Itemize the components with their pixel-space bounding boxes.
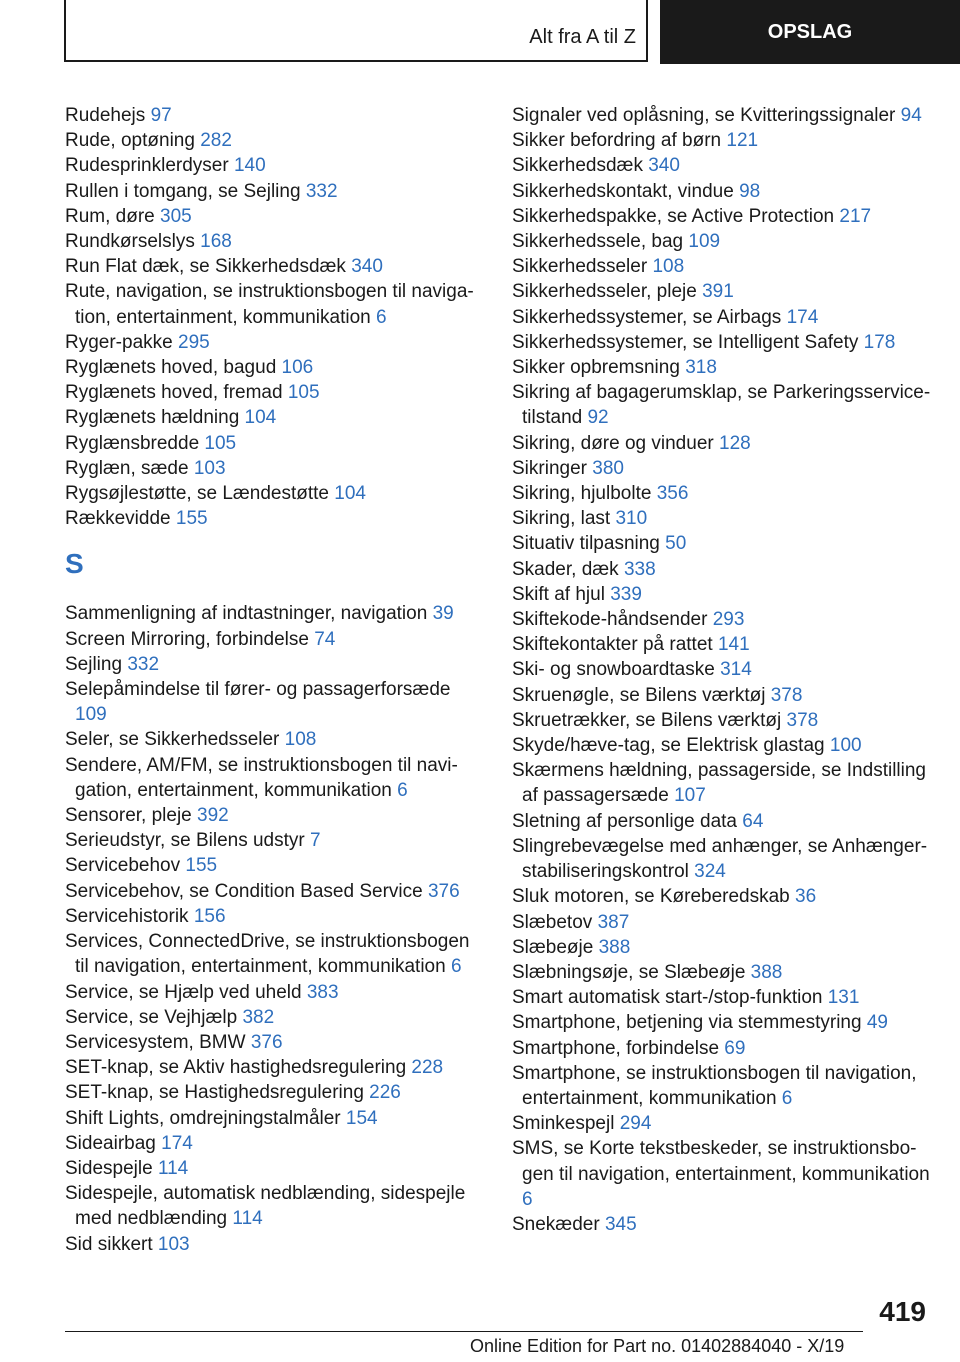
index-entry <box>512 355 932 380</box>
index-entry-term: Sidespejle, automatisk nedblænding, sidespejle med nedblænding <box>65 1183 466 1230</box>
index-entry-page-link[interactable]: 92 <box>587 407 609 429</box>
index-entry-term: Sikkerhedssystemer, se Airbags <box>512 306 782 328</box>
index-entry-term: Sminkespejl <box>512 1113 615 1135</box>
index-entry-page-link[interactable]: 36 <box>795 886 817 908</box>
index-entry <box>512 431 932 456</box>
index-entry-page-link[interactable]: 338 <box>623 558 656 580</box>
index-entry <box>512 607 932 632</box>
index-entry-term: Sikring, døre og vinduer <box>512 432 714 454</box>
index-entry-page-link[interactable]: 376 <box>250 1031 283 1053</box>
index-entry <box>65 431 485 456</box>
index-entry-page-link[interactable]: 94 <box>900 105 922 126</box>
index-entry <box>512 103 932 128</box>
index-entry <box>512 834 932 884</box>
index-entry-page-link[interactable]: 324 <box>694 861 726 883</box>
index-entry <box>512 1061 932 1111</box>
index-entry-page-link[interactable]: 107 <box>674 785 706 807</box>
index-entry-term: SET-knap, se Hastighedsregulering <box>65 1082 364 1104</box>
index-entry-page-link[interactable]: 174 <box>786 306 819 328</box>
index-entry-term: Ryglænsbredde <box>65 432 200 454</box>
index-entry <box>512 380 932 430</box>
index-entry-term: Skift af hjul <box>512 583 605 605</box>
index-entry-term: Ryglænets hoved, fremad <box>65 382 283 404</box>
index-entry-page-link[interactable]: 6 <box>376 306 387 328</box>
index-entry <box>65 456 485 481</box>
index-entry <box>65 229 485 254</box>
index-entry-term: Sendere, AM/FM, se instruktionsbogen til navigation, entertainment, kommunikation <box>65 754 458 801</box>
index-entry <box>512 128 932 153</box>
index-entry <box>65 1055 485 1080</box>
index-entry-term: Run Flat dæk, se Sikkerhedsdæk <box>65 256 346 278</box>
header-section-title: Alt fra A til Z <box>529 26 636 48</box>
index-entry-term: Sletning af personlige data <box>512 810 737 832</box>
index-entry-term: Sikkerhedsseler <box>512 256 648 278</box>
index-entry-page-link[interactable]: 339 <box>610 583 642 605</box>
index-entry <box>65 1106 485 1131</box>
index-entry-term: Sejling <box>65 653 123 675</box>
index-entry-term: Rude, optøning <box>65 130 195 152</box>
index-entry-page-link[interactable]: 318 <box>685 357 717 379</box>
index-entry <box>512 204 932 229</box>
index-entry-term: Sikkerhedssystemer, se Intelligent Safety <box>512 331 859 353</box>
section-letter: S <box>65 548 84 580</box>
index-entry-term: Seler, se Sikkerhedsseler <box>65 729 280 751</box>
index-entry <box>512 279 932 304</box>
index-entry <box>65 803 485 828</box>
index-entry-page-link[interactable]: 340 <box>351 256 383 278</box>
index-entry-term: Sikker opbremsning <box>512 357 680 379</box>
index-entry-term: Sikkerhedsdæk <box>512 155 643 177</box>
index-entry <box>65 1080 485 1105</box>
index-entry <box>512 910 932 935</box>
index-entry-page-link[interactable]: 382 <box>242 1006 275 1028</box>
index-entry-page-link[interactable]: 378 <box>786 709 819 731</box>
index-entry <box>512 305 932 330</box>
index-entry <box>512 557 932 582</box>
index-entry-term: Smart automatisk start-/stop-funktion <box>512 987 823 1009</box>
index-entry-page-link[interactable]: 6 <box>781 1087 793 1109</box>
index-entry <box>512 657 932 682</box>
index-entry-term: Sikkerhedskontakt, vindue <box>512 180 734 202</box>
index-entry <box>512 1010 932 1035</box>
index-entry <box>65 727 485 752</box>
index-entry-term: Rundkørselslys <box>65 231 195 253</box>
index-entry-page-link[interactable]: 108 <box>284 729 317 751</box>
index-entry-term: Sikkerhedsseler, pleje <box>512 281 697 303</box>
index-entry-page-link[interactable]: 178 <box>863 331 896 353</box>
index-entry-term: Rudesprinklerdyser <box>65 155 229 177</box>
index-entry-page-link[interactable]: 310 <box>615 508 648 530</box>
index-entry-page-link[interactable]: 6 <box>397 779 408 801</box>
index-entry <box>65 1005 485 1030</box>
index-entry-page-link[interactable]: 154 <box>345 1107 378 1129</box>
index-entry-page-link[interactable]: 39 <box>432 603 454 625</box>
index-entry-term: Situativ tilpasning <box>512 533 660 555</box>
index-entry <box>512 683 932 708</box>
index-entry-page-link[interactable]: 103 <box>157 1233 190 1255</box>
index-entry-page-link[interactable]: 388 <box>598 936 631 958</box>
index-entry <box>512 758 932 808</box>
index-entry <box>65 980 485 1005</box>
index-entry-term: Ski- og snowboardtaske <box>512 659 715 681</box>
index-entry-term: Sikring af bagagerumsklap, se Parkeringsservicetilstand <box>512 382 931 429</box>
index-entry-term: Sid sikkert <box>65 1233 153 1255</box>
index-entry-page-link[interactable]: 156 <box>193 905 226 927</box>
index-entry-term: Skiftekode-håndsender <box>512 609 708 631</box>
index-entry-page-link[interactable]: 103 <box>193 457 226 479</box>
index-entry-page-link[interactable]: 98 <box>739 180 761 202</box>
index-entry-term: Shift Lights, omdrejningstalmåler <box>65 1107 341 1129</box>
index-entry-term: Servicebehov <box>65 855 181 877</box>
index-entry-term: Service, se Vejhjælp <box>65 1006 238 1028</box>
index-entry-page-link[interactable]: 121 <box>726 130 759 152</box>
index-list-s <box>65 601 485 1256</box>
index-entry <box>65 128 485 153</box>
index-entry-term: Skruenøgle, se Bilens værktøj <box>512 684 766 706</box>
index-entry-page-link[interactable]: 392 <box>197 805 229 827</box>
index-entry-term: Rute, navigation, se instruktionsbogen til navigation, entertainment, kommunikation <box>65 281 474 328</box>
index-entry <box>512 1136 932 1212</box>
index-entry-term: Sikkerhedspakke, se Active Protection <box>512 205 835 227</box>
index-entry-term: Slæbeøje <box>512 936 594 958</box>
index-entry <box>512 506 932 531</box>
index-entry <box>65 103 485 128</box>
index-entry-term: Skærmens hældning, passagerside, se Indstilling af passagersæde <box>512 760 926 807</box>
index-entry-page-link[interactable]: 74 <box>314 628 336 650</box>
index-entry-page-link[interactable]: 141 <box>717 634 750 656</box>
footer-edition <box>470 1336 844 1357</box>
index-entry-term: Ryglænets hældning <box>65 407 240 429</box>
index-entry-term: Selepåmindelse til fører- og passagerforsæde <box>65 679 451 701</box>
index-entry-page-link[interactable]: 380 <box>592 457 624 479</box>
index-entry-page-link[interactable]: 356 <box>656 483 689 505</box>
index-entry <box>65 1181 485 1231</box>
index-entry-page-link[interactable]: 314 <box>720 659 752 681</box>
index-entry-term: Sikkerhedssele, bag <box>512 231 684 253</box>
index-entry <box>512 985 932 1010</box>
index-entry-page-link[interactable]: 140 <box>233 155 266 177</box>
index-entry <box>65 627 485 652</box>
index-entry <box>512 733 932 758</box>
index-entry-term: Services, ConnectedDrive, se instruktionsbogen til navigation, entertainment, kommunikation <box>65 931 470 978</box>
index-entry-term: Sikker befordring af børn <box>512 130 722 152</box>
index-entry-page-link[interactable]: 294 <box>619 1113 652 1135</box>
index-entry <box>65 153 485 178</box>
index-entry-page-link[interactable]: 228 <box>411 1057 444 1079</box>
index-entry <box>65 380 485 405</box>
index-entry-page-link[interactable]: 105 <box>204 432 237 454</box>
index-entry <box>65 254 485 279</box>
index-entry <box>512 456 932 481</box>
index-entry-term: Serieudstyr, se Bilens udstyr <box>65 830 305 852</box>
index-entry-page-link[interactable]: 155 <box>185 855 218 877</box>
index-entry-page-link[interactable]: 106 <box>281 357 314 379</box>
index-entry-page-link[interactable]: 97 <box>150 105 172 126</box>
index-entry <box>65 355 485 380</box>
index-entry-term: Rudehejs <box>65 105 146 126</box>
index-entry-page-link[interactable]: 345 <box>604 1213 637 1235</box>
index-entry <box>65 330 485 355</box>
index-entry-term: Ryger-pakke <box>65 331 173 353</box>
index-entry-page-link[interactable]: 305 <box>160 205 192 227</box>
index-entry-term: Sensorer, pleje <box>65 805 192 827</box>
index-entry <box>65 853 485 878</box>
index-entry-page-link[interactable]: 6 <box>522 1188 533 1210</box>
index-entry-term: Slæbningsøje, se Slæbeøje <box>512 961 746 983</box>
index-entry-term: Sluk motoren, se Køreberedskab <box>512 886 790 908</box>
index-entry-term: Servicehistorik <box>65 905 189 927</box>
index-entry-term: Sikring, last <box>512 508 611 530</box>
index-list-r <box>65 103 485 531</box>
index-entry-term: Slingrebevægelse med anhænger, se Anhænger-stabiliseringskontrol <box>512 835 928 883</box>
index-entry-page-link[interactable]: 332 <box>127 653 160 675</box>
index-entry-term: Skader, dæk <box>512 558 619 580</box>
index-entry-page-link[interactable]: 64 <box>742 810 764 832</box>
footer-divider <box>65 1331 863 1332</box>
index-entry <box>65 1232 485 1257</box>
index-entry-page-link[interactable]: 49 <box>866 1012 888 1034</box>
index-entry-page-link[interactable]: 108 <box>652 256 685 278</box>
index-entry <box>65 904 485 929</box>
index-entry <box>65 506 485 531</box>
page-number: 419 <box>879 1296 926 1327</box>
index-entry-page-link[interactable]: 378 <box>770 684 803 706</box>
index-entry-page-link[interactable]: 155 <box>175 508 208 530</box>
index-entry <box>512 229 932 254</box>
index-entry-term: Skruetrækker, se Bilens værktøj <box>512 709 782 731</box>
index-entry <box>65 601 485 626</box>
index-entry-term: Ryglæn, sæde <box>65 457 189 479</box>
index-entry-term: Servicesystem, BMW <box>65 1031 246 1053</box>
index-entry <box>512 1036 932 1061</box>
index-entry-page-link[interactable]: 109 <box>688 231 721 253</box>
index-entry-page-link[interactable]: 174 <box>161 1132 193 1154</box>
index-entry-term: Skyde/hæve-tag, se Elektrisk glastag <box>512 735 825 757</box>
index-entry <box>65 179 485 204</box>
index-entry-term: Sikringer <box>512 457 587 479</box>
index-entry-term: Signaler ved oplåsning, se Kvitteringssignaler <box>512 105 896 126</box>
index-entry <box>65 677 485 727</box>
header-tab[interactable]: OPSLAG <box>660 0 960 64</box>
index-entry-term: Smartphone, se instruktionsbogen til navigation, entertainment, kommunikation <box>512 1062 917 1109</box>
index-entry-page-link[interactable]: 114 <box>157 1157 189 1179</box>
index-entry-page-link[interactable]: 7 <box>310 830 321 852</box>
index-entry <box>65 652 485 677</box>
index-entry <box>512 1111 932 1136</box>
index-entry <box>512 960 932 985</box>
index-list-s-continued <box>512 103 932 1237</box>
index-entry-term: Smartphone, forbindelse <box>512 1037 720 1059</box>
index-entry <box>65 1030 485 1055</box>
index-entry <box>65 929 485 979</box>
index-entry-page-link[interactable]: 340 <box>648 155 680 177</box>
index-entry <box>512 179 932 204</box>
index-entry-term: Sidespejle <box>65 1157 153 1179</box>
index-entry-page-link[interactable]: 391 <box>702 281 734 303</box>
index-entry-term: Rygsøjlestøtte, se Lændestøtte <box>65 483 329 505</box>
index-entry-term: Rækkevidde <box>65 508 171 530</box>
index-entry <box>512 481 932 506</box>
index-entry-page-link[interactable]: 226 <box>369 1082 401 1104</box>
index-entry <box>512 884 932 909</box>
index-entry-page-link[interactable]: 6 <box>450 956 462 978</box>
index-entry <box>65 753 485 803</box>
index-entry-page-link[interactable]: 388 <box>750 961 783 983</box>
index-entry-page-link[interactable]: 69 <box>724 1037 746 1059</box>
index-entry-term: Sammenligning af indtastninger, navigation <box>65 603 428 625</box>
index-entry <box>512 153 932 178</box>
index-entry <box>65 1156 485 1181</box>
index-entry <box>512 1212 932 1237</box>
index-entry-page-link[interactable]: 100 <box>829 735 862 757</box>
index-entry-term: Smartphone, betjening via stemmestyring <box>512 1012 862 1034</box>
index-entry-page-link[interactable]: 168 <box>200 231 232 253</box>
index-entry-term: Servicebehov, se Condition Based Service <box>65 880 423 902</box>
index-entry-term: SMS, se Korte tekstbeskeder, se instruktionsbogen til navigation, entertainment, kommunikation <box>512 1138 930 1185</box>
index-entry <box>512 632 932 657</box>
index-entry-term: SET-knap, se Aktiv hastighedsregulering <box>65 1057 407 1079</box>
index-column-right <box>512 103 932 1237</box>
index-entry-page-link[interactable]: 109 <box>75 704 107 726</box>
index-entry-page-link[interactable]: 131 <box>827 987 860 1009</box>
index-entry <box>512 330 932 355</box>
index-entry-page-link[interactable]: 217 <box>839 205 872 227</box>
index-entry <box>512 935 932 960</box>
index-entry-page-link[interactable]: 383 <box>306 981 339 1003</box>
index-entry-term: Sideairbag <box>65 1132 156 1154</box>
index-entry <box>512 809 932 834</box>
index-entry-page-link[interactable]: 282 <box>200 130 232 152</box>
index-entry-term: Sikring, hjulbolte <box>512 483 652 505</box>
index-entry-term: Rum, døre <box>65 205 155 227</box>
index-entry <box>65 481 485 506</box>
index-entry-term: Skiftekontakter på rattet <box>512 634 713 656</box>
index-entry-term: Rullen i tomgang, se Sejling <box>65 180 301 202</box>
index-entry-page-link[interactable]: 387 <box>597 911 630 933</box>
index-entry <box>65 204 485 229</box>
index-entry-term: Screen Mirroring, forbindelse <box>65 628 309 650</box>
index-entry <box>512 531 932 556</box>
index-entry-term: Snekæder <box>512 1213 600 1235</box>
index-entry <box>65 405 485 430</box>
index-entry-page-link[interactable]: 104 <box>244 407 277 429</box>
index-entry <box>65 1131 485 1156</box>
index-entry <box>65 828 485 853</box>
index-entry-page-link[interactable]: 105 <box>287 382 320 404</box>
index-entry <box>512 254 932 279</box>
index-entry-page-link[interactable]: 332 <box>305 180 338 202</box>
footer-edition-text: Online Edition for Part no. 01402884040 - X/19 <box>470 1336 845 1356</box>
page-header <box>0 0 960 65</box>
index-entry-page-link[interactable]: 50 <box>665 533 687 555</box>
index-entry-page-link[interactable]: 293 <box>712 609 745 631</box>
index-entry <box>512 708 932 733</box>
index-entry-page-link[interactable]: 104 <box>334 483 366 505</box>
index-entry <box>65 279 485 329</box>
index-entry-page-link[interactable]: 114 <box>232 1208 263 1230</box>
index-entry-term: Ryglænets hoved, bagud <box>65 357 277 379</box>
index-entry-page-link[interactable]: 128 <box>719 432 751 454</box>
index-entry <box>512 582 932 607</box>
index-column-left <box>65 103 485 1257</box>
index-entry-page-link[interactable]: 295 <box>178 331 210 353</box>
index-entry <box>65 879 485 904</box>
index-entry-term: Service, se Hjælp ved uheld <box>65 981 302 1003</box>
index-entry-page-link[interactable]: 376 <box>427 880 460 902</box>
index-entry-term: Slæbetov <box>512 911 593 933</box>
